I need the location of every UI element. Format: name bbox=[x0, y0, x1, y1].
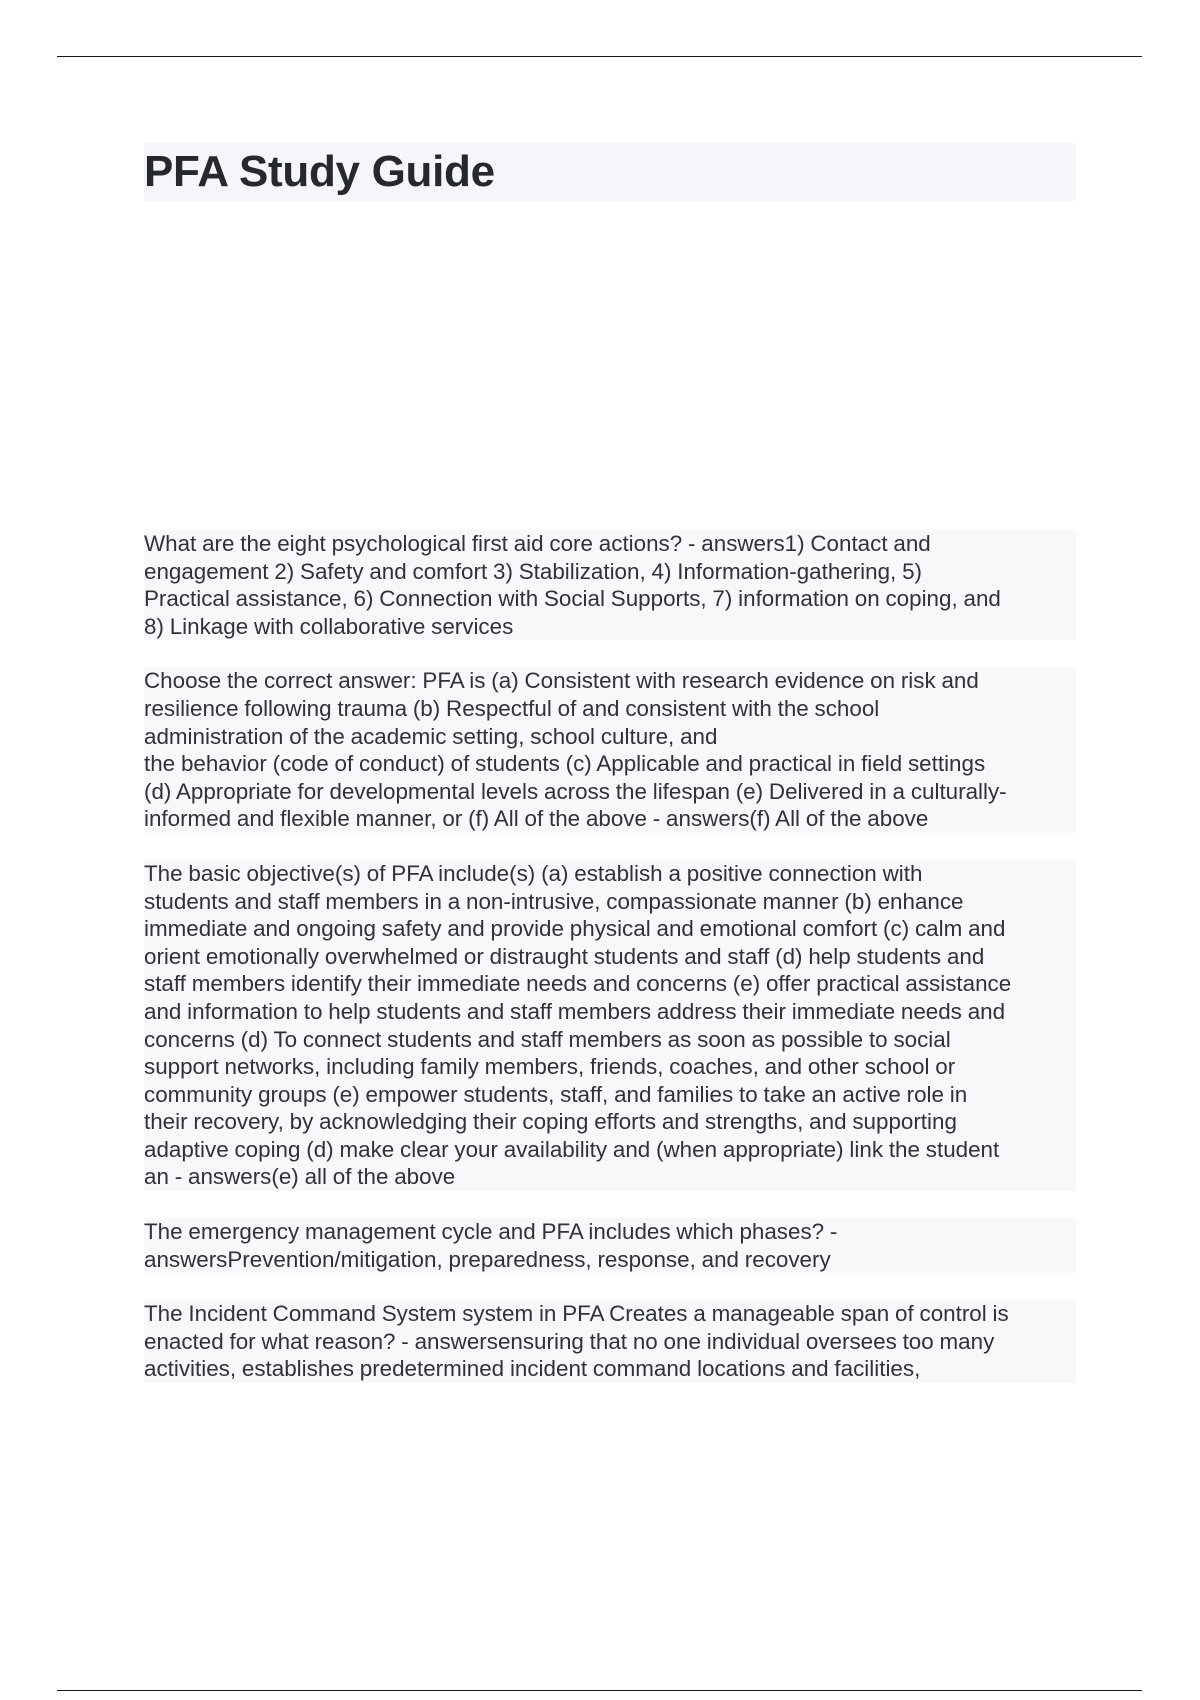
text-line: administration of the academic setting, school culture, and bbox=[144, 723, 718, 749]
qa-item-pfa-is bbox=[144, 667, 1076, 833]
qa-item-core-actions bbox=[144, 530, 1076, 640]
text-line: staff members identify their immediate needs and concerns (e) offer practical assistance bbox=[144, 971, 1012, 997]
text-line: answersPrevention/mitigation, preparedness, response, and recovery bbox=[144, 1246, 831, 1272]
text-line: informed and flexible manner, or (f) All of the above - answers(f) All of the above bbox=[144, 806, 929, 832]
text-line: community groups (e) empower students, staff, and families to take an active role in bbox=[144, 1081, 968, 1107]
text-line: engagement 2) Safety and comfort 3) Stabilization, 4) Information-gathering, 5) bbox=[144, 558, 923, 584]
text-line: immediate and ongoing safety and provide physical and emotional comfort (c) calm and bbox=[144, 916, 1006, 942]
footer-rule bbox=[57, 1690, 1142, 1691]
qa-item-emergency-cycle bbox=[144, 1218, 1076, 1273]
text-line: adaptive coping (d) make clear your availability and (when appropriate) link the student bbox=[144, 1136, 1000, 1162]
text-line: support networks, including family members, friends, coaches, and other school or bbox=[144, 1054, 956, 1080]
text-line: The emergency management cycle and PFA includes which phases? - bbox=[144, 1219, 838, 1245]
text-line: resilience following trauma (b) Respectful of and consistent with the school bbox=[144, 695, 880, 721]
text-line: Practical assistance, 6) Connection with Social Supports, 7) information on coping, and bbox=[144, 586, 1001, 612]
text-line: The Incident Command System system in PFA Creates a manageable span of control is bbox=[144, 1301, 1009, 1327]
text-line: their recovery, by acknowledging their coping efforts and strengths, and supporting bbox=[144, 1109, 957, 1135]
text-line: Choose the correct answer: PFA is (a) Consistent with research evidence on risk and bbox=[144, 668, 979, 694]
text-line: students and staff members in a non-intrusive, compassionate manner (b) enhance bbox=[144, 888, 964, 914]
header-rule bbox=[57, 56, 1142, 57]
qa-item-incident-command bbox=[144, 1300, 1076, 1383]
text-line: activities, establishes predetermined incident command locations and facilities, bbox=[144, 1356, 921, 1382]
text-line: orient emotionally overwhelmed or distraught students and staff (d) help students and bbox=[144, 943, 985, 969]
text-line: the behavior (code of conduct) of students (c) Applicable and practical in field settings bbox=[144, 751, 986, 777]
text-line: What are the eight psychological first aid core actions? - answers1) Contact and bbox=[144, 531, 931, 556]
text-line: an - answers(e) all of the above bbox=[144, 1164, 456, 1190]
text-line: The basic objective(s) of PFA include(s) (a) establish a positive connection with bbox=[144, 860, 923, 886]
text-line: concerns (d) To connect students and staff members as soon as possible to social bbox=[144, 1026, 951, 1052]
page-title: PFA Study Guide bbox=[144, 147, 495, 196]
text-line: and information to help students and staff members address their immediate needs and bbox=[144, 998, 1006, 1024]
qa-item-basic-objectives bbox=[144, 860, 1076, 1191]
text-line: (d) Appropriate for developmental levels across the lifespan (e) Delivered in a culturally- bbox=[144, 778, 1007, 804]
text-line: enacted for what reason? - answersensuring that no one individual oversees too many bbox=[144, 1328, 995, 1354]
text-line: 8) Linkage with collaborative services bbox=[144, 613, 514, 639]
qa-list bbox=[144, 530, 1076, 1410]
